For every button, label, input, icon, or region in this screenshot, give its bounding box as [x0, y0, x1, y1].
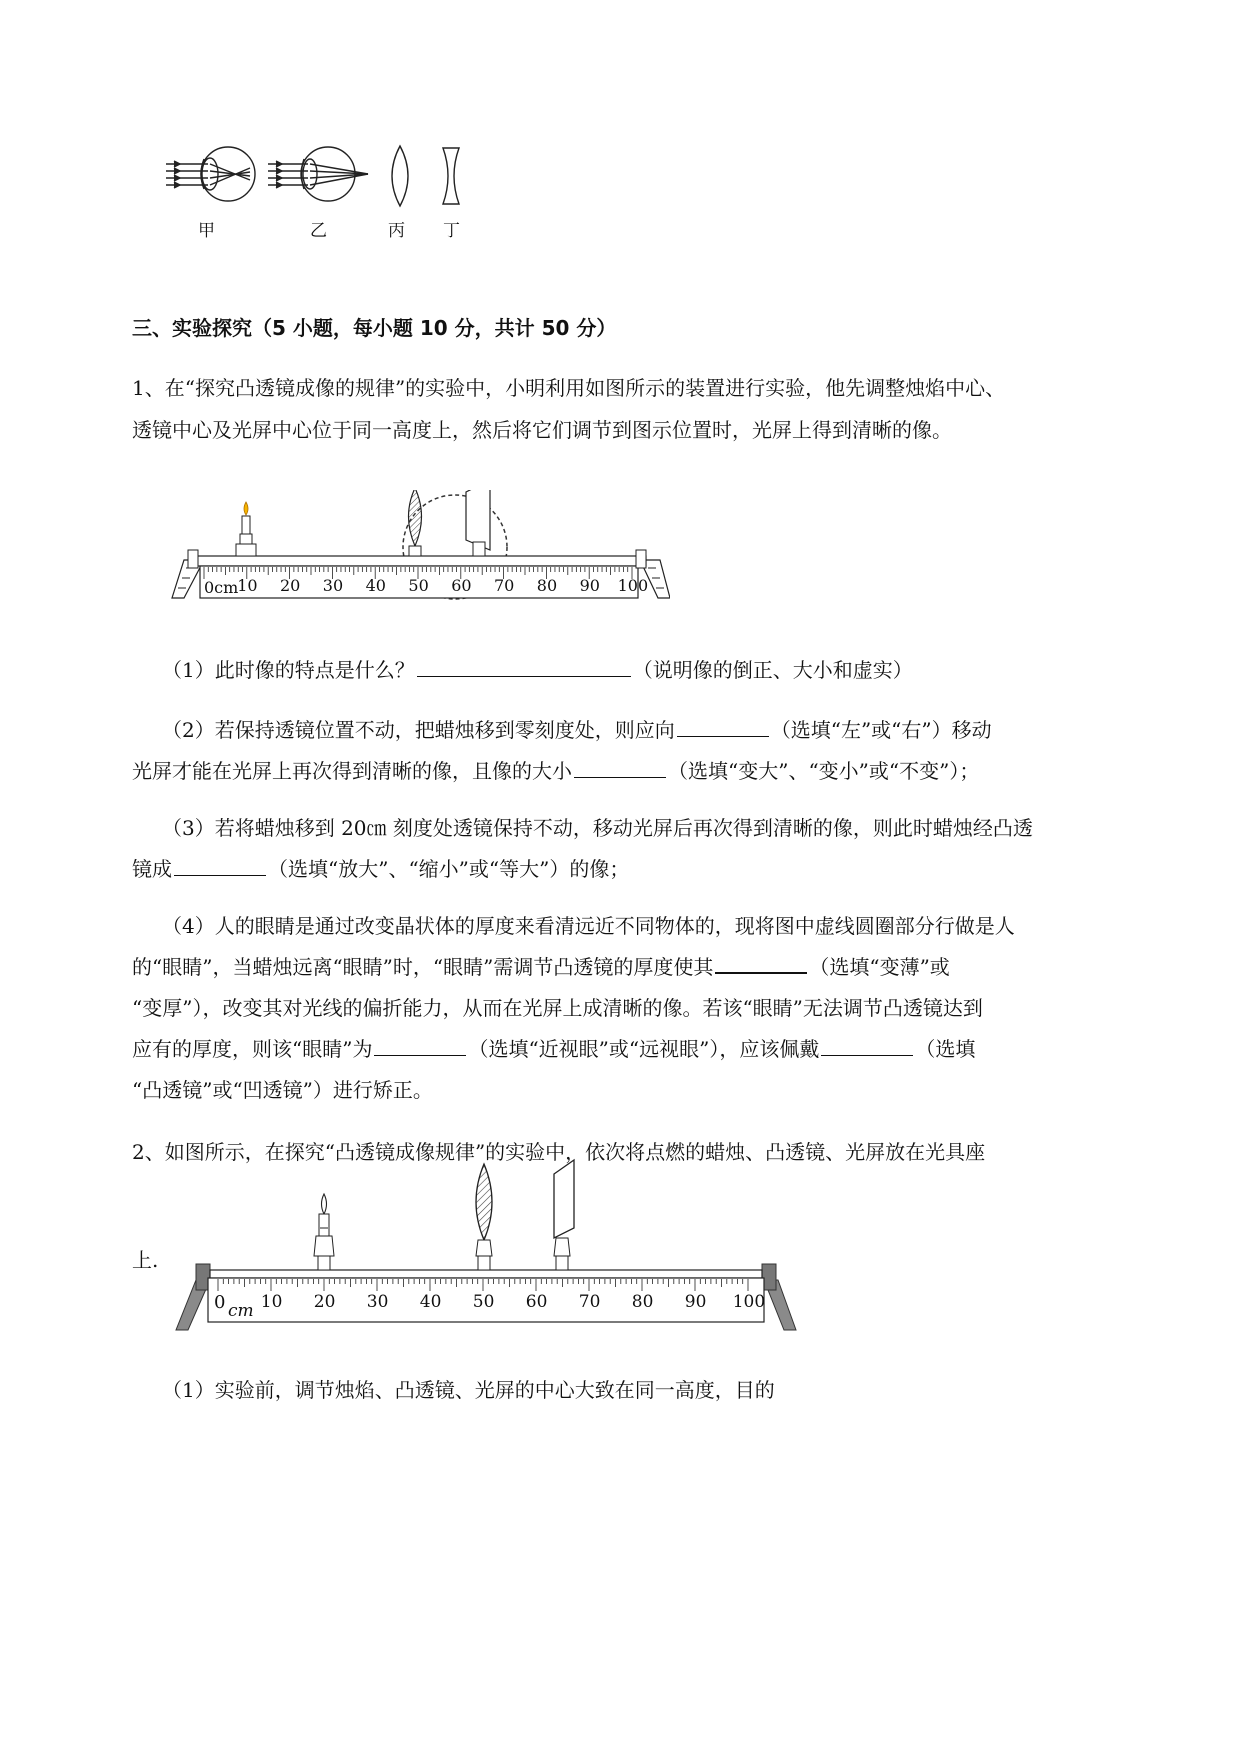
ruler-label: 60 [451, 576, 472, 595]
q1-p3-line1: （3）若将蜡烛移到 20㎝ 刻度处透镜保持不动，移动光屏后再次得到清晰的像，则此时蜡烛经凸透 [162, 816, 1033, 840]
ruler-label: 90 [684, 1292, 707, 1312]
convex-lens [476, 1164, 492, 1270]
ruler-label: 30 [366, 1292, 389, 1312]
label-bing: 丙 [388, 221, 405, 241]
q1-p3-line2 [132, 849, 629, 889]
q1-p4-answer-blank-2[interactable] [374, 1031, 466, 1056]
convex-lens [409, 490, 422, 556]
q1-p4-text-e: （选填 [915, 1037, 976, 1061]
q1-p1 [162, 650, 913, 690]
q2-stem-line2: 上. [132, 1248, 159, 1272]
label-jia: 甲 [198, 221, 215, 241]
ruler-label: 40 [419, 1292, 442, 1312]
light-screen [554, 1160, 574, 1270]
ruler-label: 20 [280, 576, 301, 595]
ruler-label: 50 [472, 1292, 495, 1312]
ruler-label: 100 [732, 1292, 766, 1312]
ruler-label: 60 [525, 1292, 548, 1312]
label-ding: 丁 [443, 221, 460, 241]
q1-p4-line3: “变厚”），改变其对光线的偏折能力，从而在光屏上成清晰的像。若该“眼睛”无法调节凸透镜达到 [132, 996, 983, 1020]
q2-bench-unit: cm [228, 1301, 254, 1321]
ruler-label: 80 [631, 1292, 654, 1312]
q2-p1: （1）实验前，调节烛焰、凸透镜、光屏的中心大致在同一高度，目的 [162, 1378, 775, 1402]
q1-p3-text-b: （选填“放大”、“缩小”或“等大”）的像； [268, 857, 630, 881]
q1-stem-line2: 透镜中心及光屏中心位于同一高度上，然后将它们调节到图示位置时，光屏上得到清晰的像。 [132, 418, 952, 442]
ruler-label: 80 [536, 576, 558, 595]
candle [314, 1194, 334, 1270]
light-screen [466, 490, 490, 556]
q1-p4-text-c: 应有的厚度，则该“眼睛”为 [132, 1037, 373, 1061]
eye-yi-drawing [268, 147, 368, 201]
candle [236, 502, 256, 556]
ruler-label: 40 [365, 576, 386, 595]
section-title: 三、实验探究（5 小题，每小题 10 分，共计 50 分） [132, 316, 617, 340]
q1-p3-answer-blank[interactable] [174, 851, 266, 876]
q1-p4-line2 [132, 947, 950, 987]
ruler-label: 90 [579, 576, 600, 595]
q1-p2-text-d: （选填“变大”、“变小”或“不变”）； [668, 759, 980, 783]
q1-p4-answer-blank-3[interactable] [821, 1031, 913, 1056]
q1-p2-answer-blank-1[interactable] [677, 712, 769, 737]
q1-p4-line5: “凸透镜”或“凹透镜”）进行矫正。 [132, 1078, 433, 1102]
q1-optical-bench-figure [170, 490, 670, 606]
q2-optical-bench-figure [174, 1158, 800, 1334]
q1-p2-line2 [132, 751, 979, 791]
q1-p2-line1 [162, 710, 992, 750]
q1-bench-unit: 0cm [204, 578, 239, 597]
q1-p4-answer-blank-1[interactable] [715, 948, 807, 974]
ruler-label: 70 [494, 576, 515, 595]
rail [192, 556, 646, 566]
q1-p4-text-a: 的“眼睛”，当蜡烛远离“眼睛”时，“眼睛”需调节凸透镜的厚度使其 [132, 955, 714, 979]
rail [210, 1270, 762, 1278]
q1-p4-line1: （4）人的眼睛是通过改变晶状体的厚度来看清远近不同物体的，现将图中虚线圆圈部分行做是人 [162, 914, 1015, 938]
q2-stem-line1: 2、如图所示，在探究“凸透镜成像规律”的实验中，依次将点燃的蜡烛、凸透镜、光屏放在光具座 [132, 1140, 986, 1164]
q1-p2-text-a: （2）若保持透镜位置不动，把蜡烛移到零刻度处，则应向 [162, 718, 675, 742]
convex-lens-drawing [392, 146, 408, 206]
ruler-label: 20 [313, 1292, 336, 1312]
q1-p2-text-b: （选填“左”或“右”）移动 [770, 718, 992, 742]
q1-p1-question: （1）此时像的特点是什么？ [162, 658, 415, 682]
q1-p4-text-d: （选填“近视眼”或“远视眼”），应该佩戴 [468, 1037, 820, 1061]
q1-p4-line4 [132, 1029, 975, 1069]
eye-jia-drawing [166, 147, 255, 201]
ruler-label: 10 [237, 576, 258, 595]
ruler-label: 30 [322, 576, 344, 595]
q1-p3-text-a: 镜成 [132, 857, 172, 881]
concave-lens-drawing [443, 148, 459, 204]
label-yi: 乙 [310, 221, 327, 241]
q1-stem-line1: 1、在“探究凸透镜成像的规律”的实验中，小明利用如图所示的装置进行实验，他先调整烛焰中心、 [132, 376, 1006, 400]
q1-p4-text-b: （选填“变薄”或 [809, 955, 950, 979]
q2-bench-zero: 0 [214, 1292, 226, 1313]
q1-p2-answer-blank-2[interactable] [574, 753, 666, 778]
q1-p1-hint: （说明像的倒正、大小和虚实） [632, 658, 913, 682]
ruler-label: 70 [578, 1292, 601, 1312]
ruler-label: 100 [617, 576, 649, 595]
ruler-label: 50 [408, 576, 429, 595]
eye-lens-figure [160, 140, 490, 245]
q1-p1-answer-blank[interactable] [417, 652, 631, 677]
ruler-label: 10 [260, 1292, 283, 1312]
q1-p2-text-c: 光屏才能在光屏上再次得到清晰的像，且像的大小 [132, 759, 572, 783]
